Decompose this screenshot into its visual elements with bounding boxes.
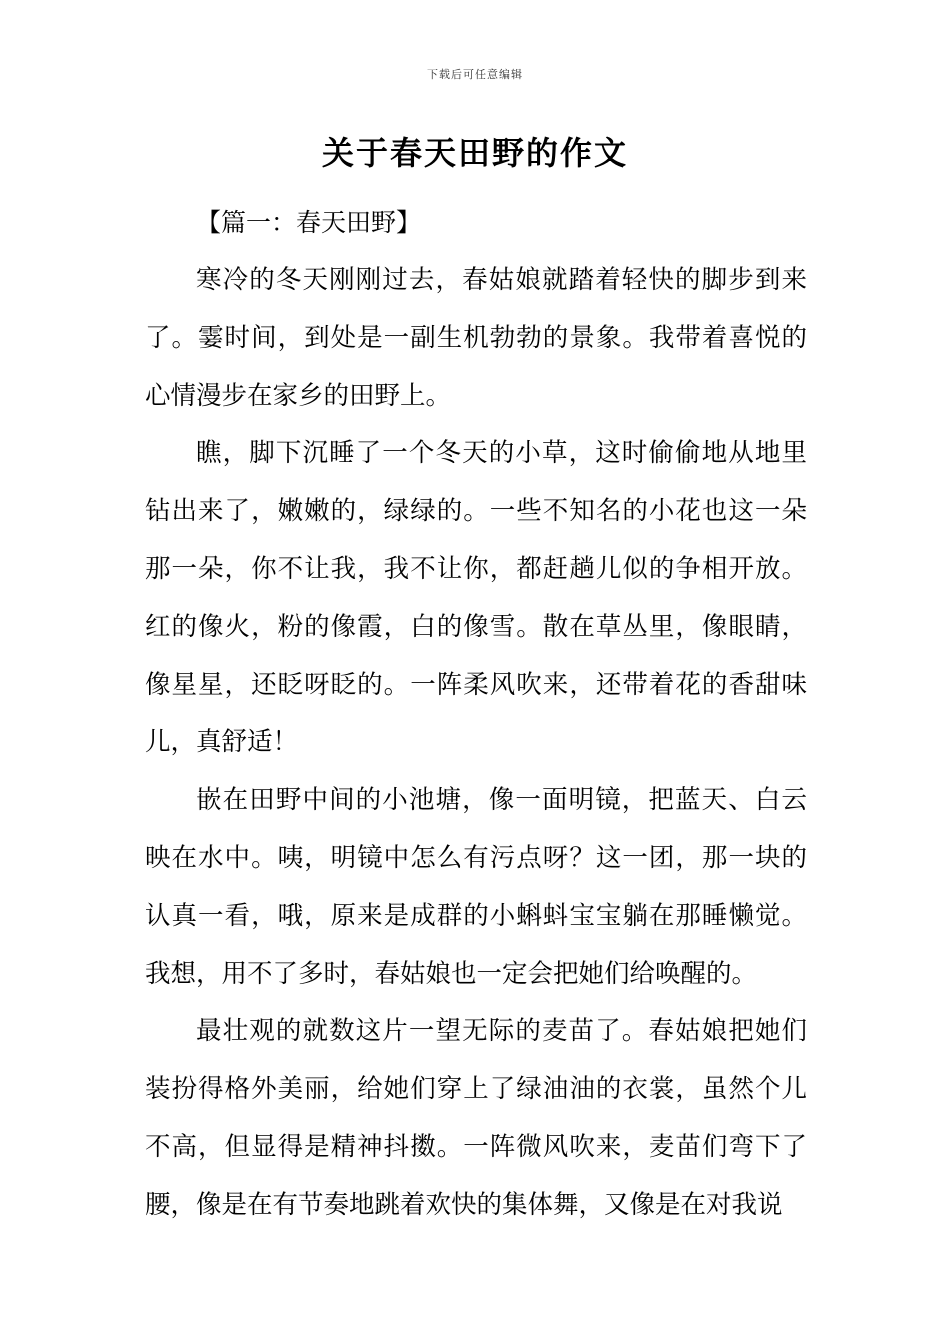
paragraph: 最壮观的就数这片一望无际的麦苗了。春姑娘把她们装扮得格外美丽，给她们穿上了绿油油的衣裳，虽然个儿不高，但显得是精神抖擞。一阵微风吹来，麦苗们弯下了腰，像是在有节奏地跳着欢快的集体舞，又像是在对我说 [145, 1016, 807, 1220]
paragraph: 嵌在田野中间的小池塘，像一面明镜，把蓝天、白云映在水中。咦，明镜中怎么有污点呀？这一团，那一块的认真一看，哦，原来是成群的小蝌蚪宝宝躺在那睡懒觉。我想，用不了多时，春姑娘也一定会把她们给唤醒的。 [145, 785, 807, 989]
document-body [145, 252, 807, 1235]
page-header-note: 下载后可任意编辑 [427, 68, 523, 81]
section-heading: 【篇一：春天田野】 [196, 208, 422, 237]
paragraph: 瞧，脚下沉睡了一个冬天的小草，这时偷偷地从地里钻出来了，嫩嫩的，绿绿的。一些不知名的小花也这一朵那一朵，你不让我，我不让你，都赶趟儿似的争相开放。红的像火，粉的像霞，白的像雪。散在草丛里，像眼睛，像星星，还眨呀眨的。一阵柔风吹来，还带着花的香甜味儿，真舒适！ [145, 438, 807, 758]
paragraph: 寒冷的冬天刚刚过去，春姑娘就踏着轻快的脚步到来了。霎时间，到处是一副生机勃勃的景象。我带着喜悦的心情漫步在家乡的田野上。 [145, 265, 807, 411]
document-title: 关于春天田野的作文 [321, 134, 628, 172]
